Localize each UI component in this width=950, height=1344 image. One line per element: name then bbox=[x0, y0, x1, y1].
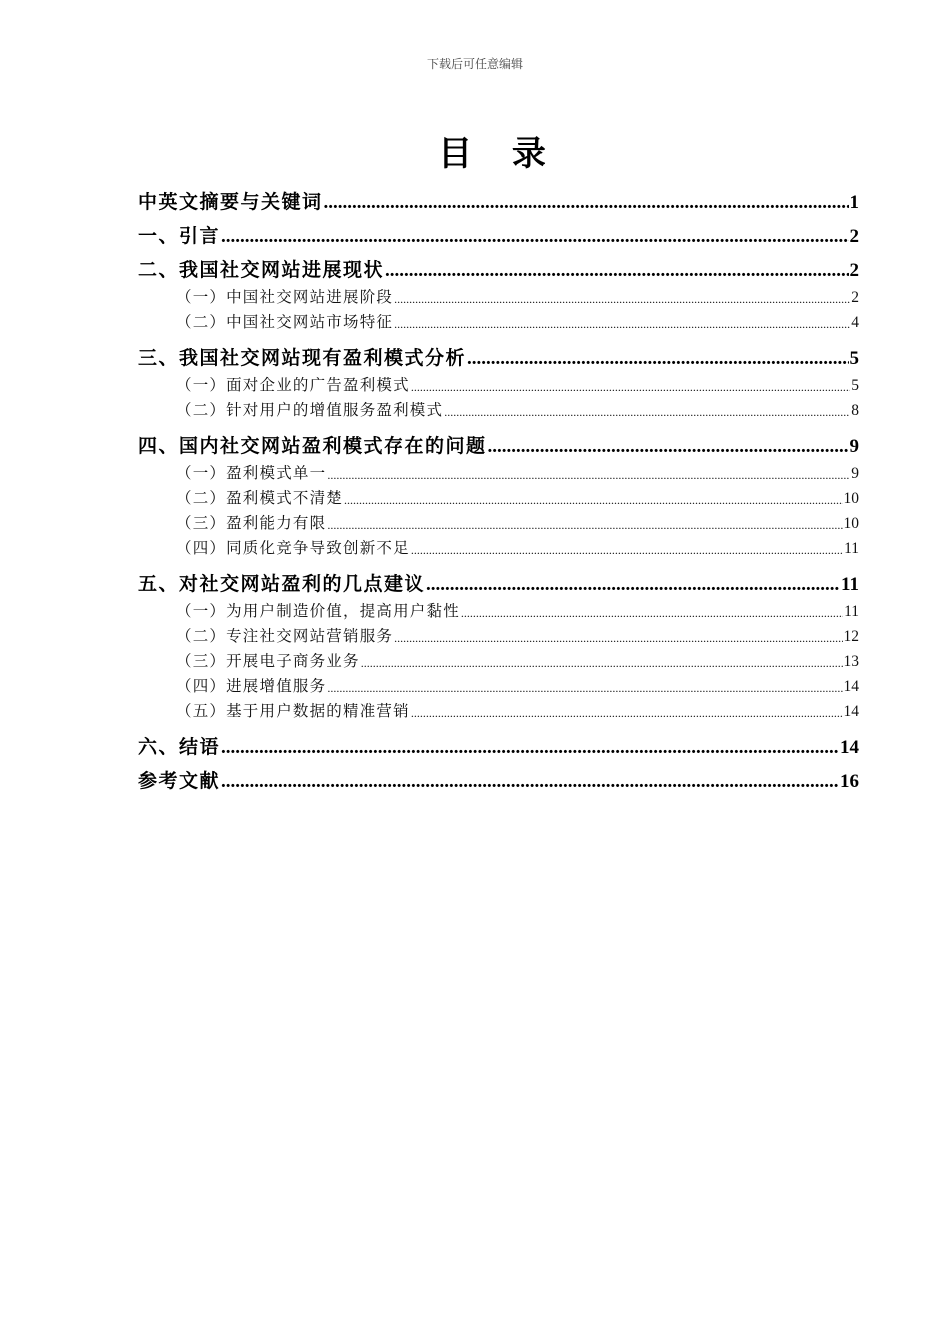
toc-entry-label: 一、引言 bbox=[138, 225, 221, 247]
toc-entry-page-number: 2 bbox=[849, 226, 859, 247]
toc-dot-leader bbox=[327, 518, 842, 533]
toc-entry-page-number: 14 bbox=[843, 678, 859, 695]
toc-entry-section[interactable] bbox=[138, 646, 859, 671]
toc-entry-page-number: 10 bbox=[843, 515, 859, 532]
toc-entry-page-number: 10 bbox=[843, 490, 859, 507]
toc-entry-chapter[interactable] bbox=[138, 248, 859, 282]
toc-entry-section[interactable] bbox=[138, 395, 859, 420]
toc-dot-leader bbox=[394, 292, 850, 307]
toc-entry-section[interactable] bbox=[138, 508, 859, 533]
toc-entry-page-number: 5 bbox=[849, 348, 859, 369]
toc-dot-leader bbox=[344, 493, 842, 508]
toc-entry-page-number: 13 bbox=[843, 653, 859, 670]
toc-entry-section[interactable] bbox=[138, 458, 859, 483]
toc-entry-label: （二）盈利模式不清楚 bbox=[176, 489, 344, 507]
toc-dot-leader bbox=[327, 681, 842, 696]
table-of-contents bbox=[138, 180, 859, 793]
toc-entry-section[interactable] bbox=[138, 533, 859, 558]
header-note: 下载后可任意编辑 bbox=[426, 57, 523, 71]
toc-entry-label: 六、结语 bbox=[138, 736, 221, 758]
toc-entry-page-number: 4 bbox=[851, 314, 859, 331]
toc-dot-leader bbox=[394, 631, 842, 646]
toc-entry-chapter[interactable] bbox=[138, 562, 859, 596]
toc-entry-chapter[interactable] bbox=[138, 336, 859, 370]
toc-dot-leader bbox=[411, 380, 850, 395]
toc-entry-page-number: 8 bbox=[851, 402, 859, 419]
toc-entry-page-number: 2 bbox=[849, 260, 859, 281]
toc-dot-leader bbox=[444, 405, 850, 420]
toc-entry-section[interactable] bbox=[138, 307, 859, 332]
toc-entry-page-number: 11 bbox=[844, 603, 859, 620]
toc-entry-chapter[interactable] bbox=[138, 214, 859, 248]
toc-entry-page-number: 2 bbox=[851, 289, 859, 306]
toc-entry-section[interactable] bbox=[138, 671, 859, 696]
toc-entry-page-number: 14 bbox=[843, 703, 859, 720]
toc-entry-label: （三）盈利能力有限 bbox=[176, 514, 327, 532]
toc-dot-leader bbox=[461, 606, 843, 621]
toc-entry-section[interactable] bbox=[138, 483, 859, 508]
toc-entry-label: 二、我国社交网站进展现状 bbox=[138, 259, 385, 281]
toc-entry-page-number: 16 bbox=[840, 771, 859, 792]
toc-dot-leader bbox=[361, 656, 843, 671]
toc-entry-page-number: 9 bbox=[849, 436, 859, 457]
toc-dot-leader bbox=[385, 260, 848, 282]
toc-entry-label: （一）为用户制造价值，提高用户黏性 bbox=[176, 602, 460, 620]
toc-title: 目 录 bbox=[438, 134, 560, 174]
toc-entry-label: 参考文献 bbox=[138, 770, 221, 792]
toc-entry-label: （一）盈利模式单一 bbox=[176, 464, 327, 482]
toc-dot-leader bbox=[324, 192, 849, 214]
toc-dot-leader bbox=[488, 436, 849, 458]
toc-dot-leader bbox=[221, 737, 839, 759]
toc-entry-label: 五、对社交网站盈利的几点建议 bbox=[138, 573, 426, 595]
toc-entry-page-number: 1 bbox=[849, 192, 859, 213]
toc-entry-label: （一）面对企业的广告盈利模式 bbox=[176, 376, 410, 394]
toc-entry-section[interactable] bbox=[138, 621, 859, 646]
toc-entry-label: （二）针对用户的增值服务盈利模式 bbox=[176, 401, 444, 419]
toc-entry-label: 中英文摘要与关键词 bbox=[138, 191, 323, 213]
toc-entry-label: 三、我国社交网站现有盈利模式分析 bbox=[138, 347, 467, 369]
toc-entry-label: （二）专注社交网站营销服务 bbox=[176, 627, 394, 645]
toc-entry-page-number: 9 bbox=[851, 465, 859, 482]
toc-entry-label: （五）基于用户数据的精准营销 bbox=[176, 702, 410, 720]
toc-entry-label: （四）进展增值服务 bbox=[176, 677, 327, 695]
toc-entry-label: （二）中国社交网站市场特征 bbox=[176, 313, 394, 331]
toc-dot-leader bbox=[426, 574, 840, 596]
toc-dot-leader bbox=[327, 468, 850, 483]
toc-dot-leader bbox=[394, 317, 850, 332]
toc-entry-section[interactable] bbox=[138, 282, 859, 307]
toc-entry-label: （四）同质化竞争导致创新不足 bbox=[176, 539, 410, 557]
toc-entry-label: （一）中国社交网站进展阶段 bbox=[176, 288, 394, 306]
toc-entry-chapter[interactable] bbox=[138, 725, 859, 759]
toc-entry-page-number: 12 bbox=[843, 628, 859, 645]
toc-entry-section[interactable] bbox=[138, 596, 859, 621]
toc-dot-leader bbox=[411, 706, 843, 721]
toc-entry-label: （三）开展电子商务业务 bbox=[176, 652, 360, 670]
toc-entry-page-number: 14 bbox=[840, 737, 859, 758]
toc-entry-label: 四、国内社交网站盈利模式存在的问题 bbox=[138, 435, 487, 457]
toc-dot-leader bbox=[411, 543, 843, 558]
toc-dot-leader bbox=[221, 771, 839, 793]
toc-entry-page-number: 11 bbox=[844, 540, 859, 557]
toc-entry-section[interactable] bbox=[138, 370, 859, 395]
toc-dot-leader bbox=[467, 348, 848, 370]
toc-entry-chapter[interactable] bbox=[138, 759, 859, 793]
toc-entry-section[interactable] bbox=[138, 696, 859, 721]
toc-entry-page-number: 5 bbox=[851, 377, 859, 394]
toc-entry-chapter[interactable] bbox=[138, 424, 859, 458]
toc-entry-page-number: 11 bbox=[841, 574, 859, 595]
toc-dot-leader bbox=[221, 226, 848, 248]
toc-entry-chapter[interactable] bbox=[138, 180, 859, 214]
